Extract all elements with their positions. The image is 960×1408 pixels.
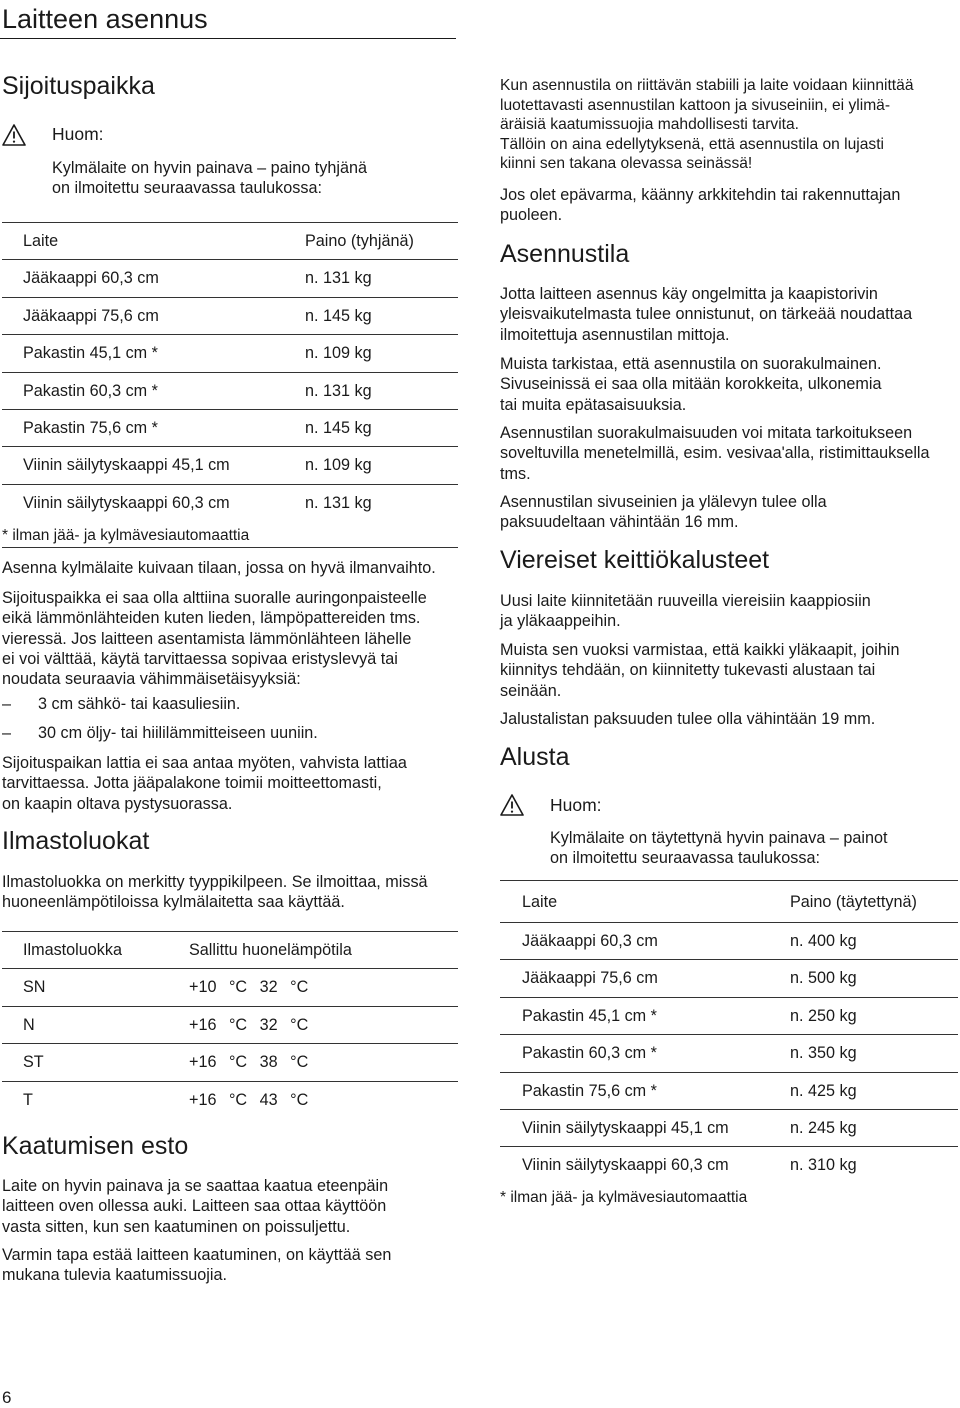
- table-header-row: [2, 931, 458, 969]
- empty-weight-table: [2, 222, 458, 521]
- table-header-class: Ilmastoluokka: [23, 941, 122, 959]
- table-row: Pakastin 60,3 cm * n. 131 kg: [2, 373, 458, 410]
- table-row: Jääkaappi 75,6 cm n. 145 kg: [2, 298, 458, 335]
- unsure-paragraph: Jos olet epävarma, käänny arkkitehdin tai rakennuttajan puoleen.: [500, 186, 901, 225]
- table-footnote: * ilman jää- ja kylmävesiautomaattia: [2, 527, 250, 544]
- table-row: Jääkaappi 60,3 cm n. 400 kg: [500, 923, 958, 960]
- table-divider: [2, 547, 458, 548]
- table-header-weight: Paino (tyhjänä): [305, 232, 414, 250]
- table-row: Viinin säilytyskaappi 60,3 cm n. 310 kg: [522, 1156, 857, 1175]
- section-title-ilmastoluokat: Ilmastoluokat: [2, 827, 150, 855]
- plinth-paragraph: Jalustalistan paksuuden tulee olla vähintään 19 mm.: [500, 710, 876, 728]
- warning-icon: [500, 794, 524, 816]
- table-row: Jääkaappi 60,3 cm n. 131 kg: [2, 260, 458, 297]
- floor-paragraph: Sijoituspaikan lattia ei saa antaa myöten, vahvista lattiaa tarvittaessa. Jotta jääpalakone toimii moitteettomasti, on kaapin oltava pystysuorassa.: [2, 754, 407, 813]
- table-header-device: Laite: [23, 232, 59, 250]
- section-title-sijoituspaikka: Sijoituspaikka: [2, 72, 155, 100]
- check-paragraph: Muista tarkistaa, että asennustila on suorakulmainen. Sivuseinissä ei saa olla mitään korokkeita, ulkonemia tai muita epätasaisuuksia.: [500, 355, 882, 414]
- table-header-weight: Paino (täytettynä): [790, 893, 917, 911]
- climate-table: [2, 931, 458, 1118]
- table-row: ST +16 °C 38 °C: [2, 1044, 458, 1081]
- table-row: Viinin säilytyskaappi 45,1 cm n. 109 kg: [2, 447, 458, 484]
- table-header-device: Laite: [522, 893, 558, 911]
- section-title-asennustila: Asennustila: [500, 240, 630, 268]
- note-text: Kylmälaite on hyvin painava – paino tyhjänä on ilmoitettu seuraavassa taulukossa:: [52, 159, 367, 198]
- walls-paragraph: Asennustilan sivuseinien ja ylälevyn tulee olla paksuudeltaan vähintään 16 mm.: [500, 493, 827, 532]
- table-row: Pakastin 45,1 cm * n. 109 kg: [2, 335, 458, 372]
- page-title: Laitteen asennus: [2, 4, 208, 34]
- list-item: – 3 cm sähkö- tai kaasuliesiin.: [2, 695, 241, 713]
- section-title-kaatumisen-esto: Kaatumisen esto: [2, 1132, 189, 1160]
- space-paragraph: Jotta laitteen asennus käy ongelmitta ja kaapistorivin yleisvaikutelmasta tulee onnistunut, on tärkeää noudattaa ilmoitettuja asennustilan mittoja.: [500, 285, 913, 344]
- table-row: Pakastin 75,6 cm * n. 145 kg: [2, 410, 458, 447]
- warning-icon: [2, 124, 26, 146]
- safe-paragraph: Varmin tapa estää laitteen kaatuminen, on käyttää sen mukana tulevia kaatumissuojia.: [2, 1246, 392, 1285]
- table-row: Pakastin 45,1 cm * n. 250 kg: [500, 998, 958, 1035]
- tip-paragraph: Laite on hyvin painava ja se saattaa kaatua eteenpäin laitteen oven ollessa auki. Laitteen saa ottaa käyttöön vasta sitten, kun sen kaatuminen on poissuljettu.: [2, 1177, 389, 1236]
- table-header-row: [500, 880, 958, 923]
- climate-paragraph: Ilmastoluokka on merkitty tyyppikilpeen. Se ilmoittaa, missä huoneenlämpötiloissa kylmälaitetta saa käyttää.: [2, 873, 428, 912]
- anchor-paragraph: Kun asennustila on riittävän stabiili ja laite voidaan kiinnittää luotettavasti asennustilan kattoon ja sivuseiniin, ei ylimä- äräisiä kaatumissuojia mahdollisesti tarvita. Tällöin on aina edellytyksenä, että asennustila on lujasti kiinni sen takana olevassa seinässä!: [500, 77, 914, 173]
- note-text: Kylmälaite on täytettynä hyvin painava – painot on ilmoitettu seuraavassa taulukossa:: [550, 829, 888, 868]
- measure-paragraph: Asennustilan suorakulmaisuuden voi mitata tarkoitukseen soveltuvilla menetelmillä, esim. vesivaa'alla, ristimittauksella tms.: [500, 424, 930, 483]
- section-title-viereiset: Viereiset keittiökalusteet: [500, 546, 770, 574]
- install-paragraph: Asenna kylmälaite kuivaan tilaan, jossa on hyvä ilmanvaihto.: [2, 559, 436, 577]
- table-footnote: * ilman jää- ja kylmävesiautomaattia: [500, 1189, 748, 1206]
- full-weight-table: [500, 880, 958, 1184]
- table-header-temperature: Sallittu huonelämpötila: [189, 941, 352, 959]
- note-label: Huom:: [550, 795, 602, 815]
- table-row: Jääkaappi 75,6 cm n. 500 kg: [500, 960, 958, 997]
- table-row: Pakastin 60,3 cm * n. 350 kg: [500, 1035, 958, 1072]
- table-row: N +16 °C 32 °C: [2, 1007, 458, 1044]
- note-label: Huom:: [52, 124, 104, 144]
- neighbor-paragraph: Uusi laite kiinnitetään ruuveilla viereisiin kaappiosiin ja yläkaappeihin.: [500, 592, 871, 631]
- table-row: T +16 °C 43 °C: [23, 1090, 309, 1109]
- table-row: Pakastin 75,6 cm * n. 425 kg: [500, 1073, 958, 1110]
- table-row: SN +10 °C 32 °C: [2, 969, 458, 1006]
- table-row: Viinin säilytyskaappi 60,3 cm n. 131 kg: [23, 493, 372, 512]
- table-row: Viinin säilytyskaappi 45,1 cm n. 245 kg: [500, 1110, 958, 1147]
- page-number: 6: [2, 1388, 12, 1407]
- title-divider: [0, 38, 456, 39]
- list-item: – 30 cm öljy- tai hiililämmitteiseen uuniin.: [2, 724, 318, 742]
- sun-paragraph: Sijoituspaikka ei saa olla alttiina suoralle auringonpaisteelle eikä lämmönlähteiden kuten lieden, lämpöpattereiden tms. vieressä. Jos laitteen asentamista lämmönlähteen lähelle ei voi välttää, käytä tarvittaessa sopivaa eristyslevyä tai noudata seuraavia vähimmäisetäisyyksiä:: [2, 589, 427, 689]
- table-header-row: [2, 222, 458, 260]
- section-title-alusta: Alusta: [500, 743, 570, 771]
- cabinets-paragraph: Muista sen vuoksi varmistaa, että kaikki yläkaapit, joihin kiinnitys tehdään, on kiinnitetty tukevasti alustaan tai seinään.: [500, 641, 900, 700]
